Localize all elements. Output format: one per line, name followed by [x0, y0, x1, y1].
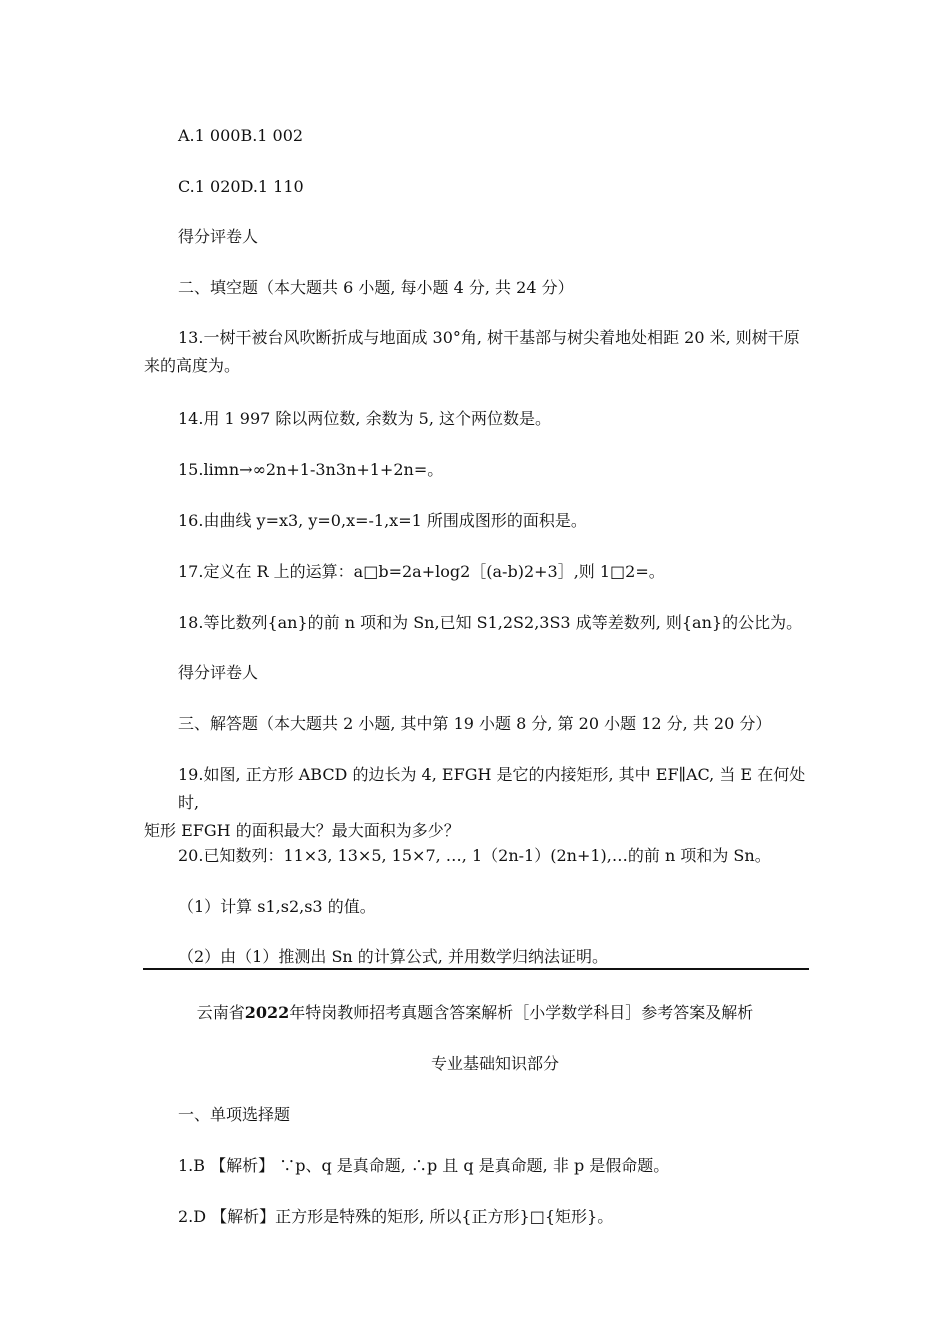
answer-title-prefix: 云南省: [196, 1003, 245, 1022]
question-13-line2: 来的高度为。: [144, 356, 241, 375]
question-13-line1: 13.一树干被台风吹断折成与地面成 30°角, 树干基部与树尖着地处相距 20 米, 则树干原: [178, 328, 800, 347]
question-15: 15.limn→∞2n+1-3n3n+1+2n=。: [178, 460, 444, 479]
question-14: 14.用 1 997 除以两位数, 余数为 5, 这个两位数是。: [178, 409, 552, 428]
score-label-2: 得分评卷人: [178, 663, 259, 682]
question-17: 17.定义在 R 上的运算：a□b=2a+log2［(a-b)2+3］,则 1□2=。: [178, 562, 665, 581]
answer-title-suffix: 年特岗教师招考真题含答案解析［小学数学科目］参考答案及解析: [289, 1003, 754, 1022]
question-13: [144, 324, 809, 380]
question-19-line2: 矩形 EFGH 的面积最大？最大面积为多少？: [144, 821, 460, 840]
question-20-part1: （1）计算 s1,s2,s3 的值。: [178, 897, 376, 916]
question-16: 16.由曲线 y=x3, y=0,x=-1,x=1 所围成图形的面积是。: [178, 511, 587, 530]
option-line-ab: A.1 000B.1 002: [178, 126, 304, 145]
option-line-cd: C.1 020D.1 110: [178, 177, 304, 196]
answer-subtitle: 专业基础知识部分: [430, 1054, 559, 1073]
answer-section-1-title: 一、单项选择题: [178, 1105, 291, 1124]
question-20: 20.已知数列：11×3, 13×5, 15×7, …, 1（2n-1）(2n+1),…的前 n 项和为 Sn。: [178, 846, 771, 865]
question-20-part2: （2）由（1）推测出 Sn 的计算公式, 并用数学归纳法证明。: [178, 947, 608, 966]
question-19-line1: 19.如图, 正方形 ABCD 的边长为 4, EFGH 是它的内接矩形, 其中 EF∥AC, 当 E 在何处时,: [178, 765, 806, 812]
answer-2: 2.D 【解析】正方形是特殊的矩形, 所以{正方形}□{矩形}。: [178, 1207, 614, 1226]
answer-title-year: 2022: [244, 1003, 290, 1022]
section-3-title: 三、解答题（本大题共 2 小题, 其中第 19 小题 8 分, 第 20 小题 12 分, 共 20 分）: [178, 714, 772, 733]
answer-title: [0, 1002, 950, 1024]
section-2-title: 二、填空题（本大题共 6 小题, 每小题 4 分, 共 24 分）: [178, 278, 574, 297]
question-19: [144, 761, 809, 845]
section-divider: [143, 968, 809, 970]
score-label: 得分评卷人: [178, 227, 259, 246]
question-18: 18.等比数列{an}的前 n 项和为 Sn,已知 S1,2S2,3S3 成等差数列, 则{an}的公比为。: [178, 613, 803, 632]
answer-1: 1.B 【解析】 ∵p、q 是真命题, ∴p 且 q 是真命题, 非 p 是假命题。: [178, 1156, 670, 1175]
